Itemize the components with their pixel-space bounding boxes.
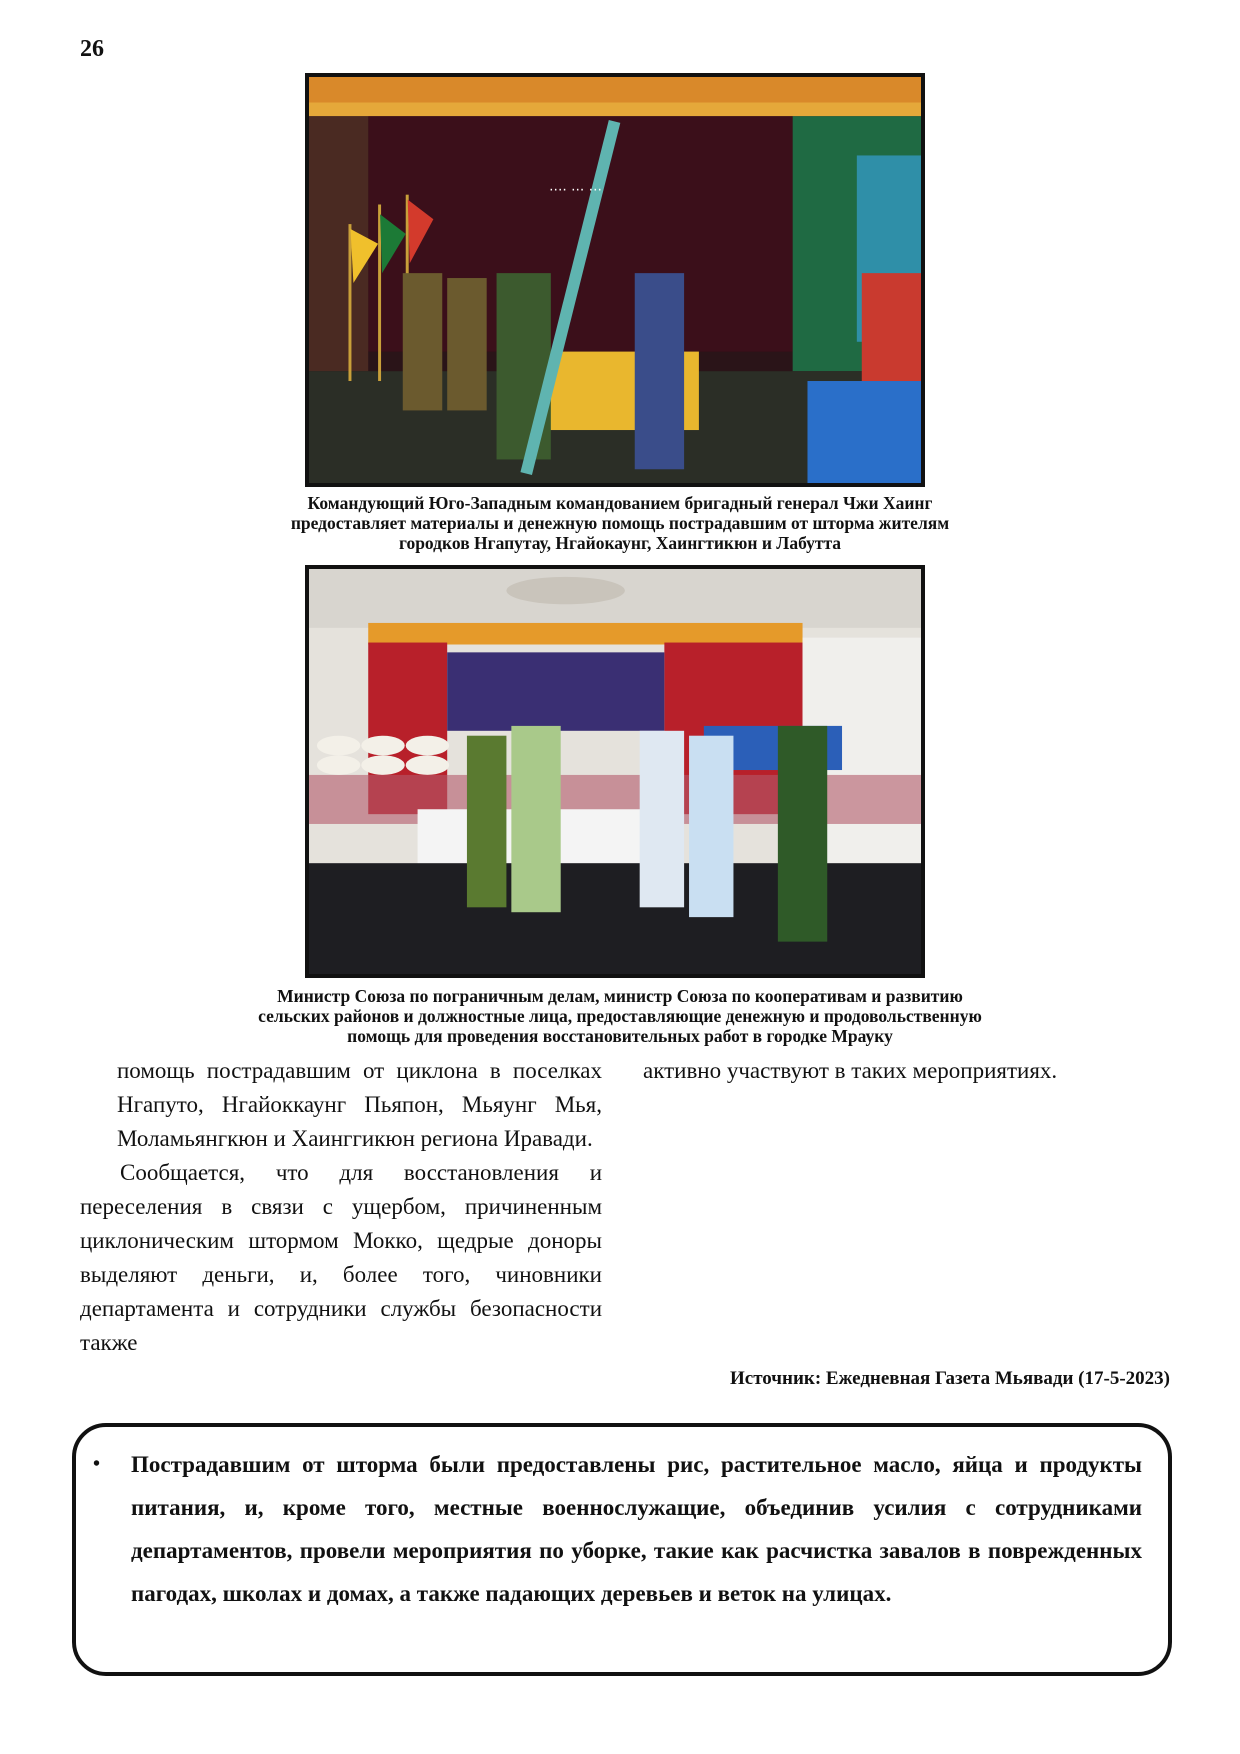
article-paragraph: Сообщается, что для восстановления и переселения в связи с ущербом, причиненным циклоническим штормом Мокко, щедрые доноры выделяют деньги, и, более того, чиновники департамента и сотрудники службы безопасности также [80, 1160, 602, 1355]
figure-1-caption: Командующий Юго-Западным командованием бригадный генерал Чжи Хаинг предоставляет материалы и денежную помощь пострадавшим от шторма жителям городков Нгапутау, Нгайокаунг, Хаингтикюн и Лабутта [290, 493, 950, 553]
callout-bullet-item [93, 1443, 1142, 1615]
page-number: 26 [80, 36, 104, 62]
photo-donation-ceremony [305, 73, 925, 487]
bullet-icon: • [93, 1453, 101, 1475]
article-left-column [80, 1054, 602, 1360]
svg-text:···· ··· ···: ···· ··· ··· [549, 182, 602, 199]
article-right-column: активно участвуют в таких мероприятиях. [643, 1058, 1058, 1083]
summary-callout-box [72, 1423, 1172, 1676]
photo-ministers-aid [305, 565, 925, 978]
source-line: Источник: Ежедневная Газета Мьявади (17-5-2023) [730, 1368, 1170, 1389]
callout-text: Пострадавшим от шторма были предоставлены рис, растительное масло, яйца и продукты питания, и, кроме того, местные военнослужащие, объединив усилия с сотрудниками департаментов, провели мероприятия по уборке, такие как расчистка завалов в поврежденных пагодах, школах и домах, а также падающих деревьев и веток на улицах. [131, 1452, 1142, 1606]
article-paragraph-continued: помощь пострадавшим от циклона в поселках Нгапуто, Нгайоккаунг Пьяпон, Мьяунг Мья, Моламьянгкюн и Хаинггикюн региона Иравади. [117, 1058, 602, 1151]
figure-2-caption: Министр Союза по пограничным делам, министр Союза по кооперативам и развитию сельских районов и должностные лица, предоставляющие денежную и продовольственную помощь для проведения восстановительных работ в городке Мрауку [258, 986, 982, 1046]
